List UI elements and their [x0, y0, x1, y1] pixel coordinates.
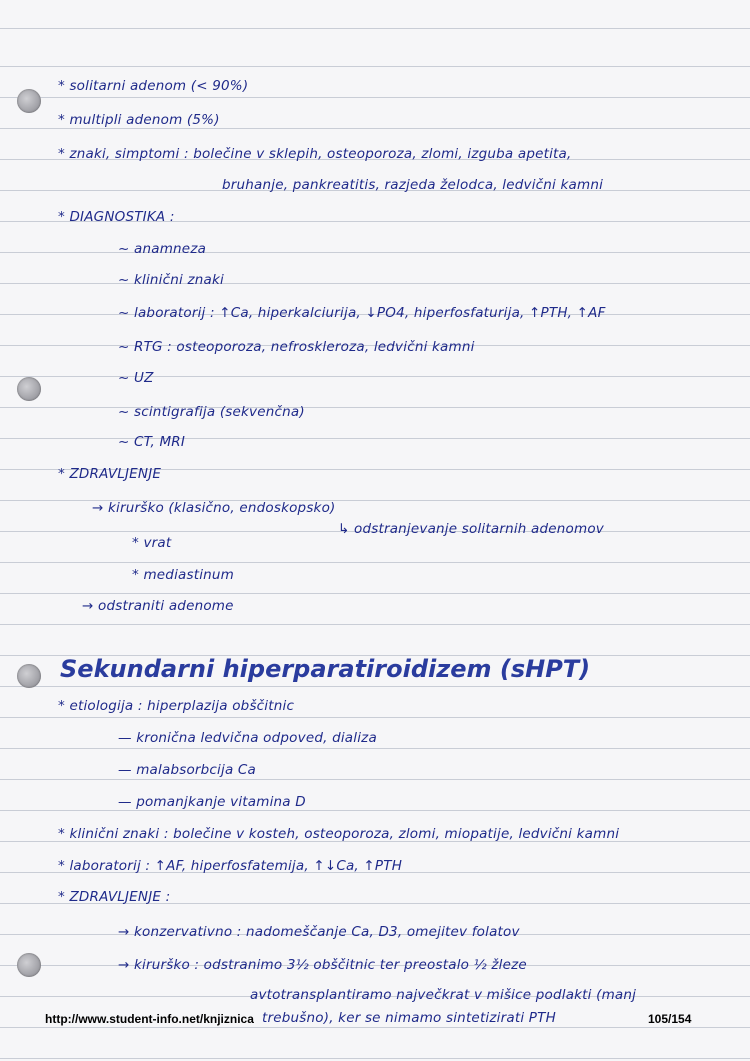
note-line: → odstraniti adenome: [82, 598, 234, 614]
note-line: ~ laboratorij : ↑Ca, hiperkalciurija, ↓PO4, hiperfosfaturija, ↑PTH, ↑AF: [118, 305, 606, 321]
note-line: ~ scintigrafija (sekvenčna): [118, 404, 305, 420]
note-line: → konzervativno : nadomeščanje Ca, D3, omejitev folatov: [118, 924, 520, 940]
binder-hole: [17, 377, 41, 401]
note-line: * DIAGNOSTIKA :: [58, 209, 175, 225]
note-line: ~ anamneza: [118, 241, 207, 257]
footer-url: http://www.student-info.net/knjiznica: [45, 1012, 254, 1026]
section-heading: Sekundarni hiperparatiroidizem (sHPT): [60, 655, 591, 683]
note-line: — kronična ledvična odpoved, dializa: [118, 730, 377, 746]
note-line: * multipli adenom (5%): [58, 112, 220, 128]
note-line: * laboratorij : ↑AF, hiperfosfatemija, ↑↓Ca, ↑PTH: [58, 858, 403, 874]
note-line: * znaki, simptomi : bolečine v sklepih, osteoporoza, zlomi, izguba apetita,: [58, 146, 572, 162]
binder-hole: [17, 953, 41, 977]
note-line: * vrat: [132, 535, 172, 551]
note-line: * ZDRAVLJENJE: [58, 466, 162, 482]
note-line: ~ klinični znaki: [118, 272, 224, 288]
note-line: ↳ odstranjevanje solitarnih adenomov: [338, 521, 604, 537]
note-line: trebušno), ker se nimamo sintetizirati PTH: [262, 1010, 556, 1026]
note-line: → kirurško : odstranimo 3½ obščitnic ter preostalo ½ žleze: [118, 957, 527, 973]
note-line: avtotransplantiramo največkrat v mišice podlakti (manj: [250, 987, 637, 1003]
binder-hole: [17, 664, 41, 688]
note-line: bruhanje, pankreatitis, razjeda želodca, ledvični kamni: [222, 177, 604, 193]
note-line: ~ UZ: [118, 370, 154, 386]
binder-hole: [17, 89, 41, 113]
note-line: * ZDRAVLJENJE :: [58, 889, 171, 905]
note-line: ~ RTG : osteoporoza, nefroskleroza, ledvični kamni: [118, 339, 475, 355]
note-line: * etiologija : hiperplazija obščitnic: [58, 698, 295, 714]
note-line: * klinični znaki : bolečine v kosteh, osteoporoza, zlomi, miopatije, ledvični kamni: [58, 826, 620, 842]
note-line: — pomanjkanje vitamina D: [118, 794, 306, 810]
note-line: → kirurško (klasično, endoskopsko): [92, 500, 336, 516]
note-line: * mediastinum: [132, 567, 235, 583]
note-line: ~ CT, MRI: [118, 434, 186, 450]
footer-page-number: 105/154: [648, 1012, 692, 1026]
note-line: * solitarni adenom (< 90%): [58, 78, 249, 94]
note-line: — malabsorbcija Ca: [118, 762, 257, 778]
